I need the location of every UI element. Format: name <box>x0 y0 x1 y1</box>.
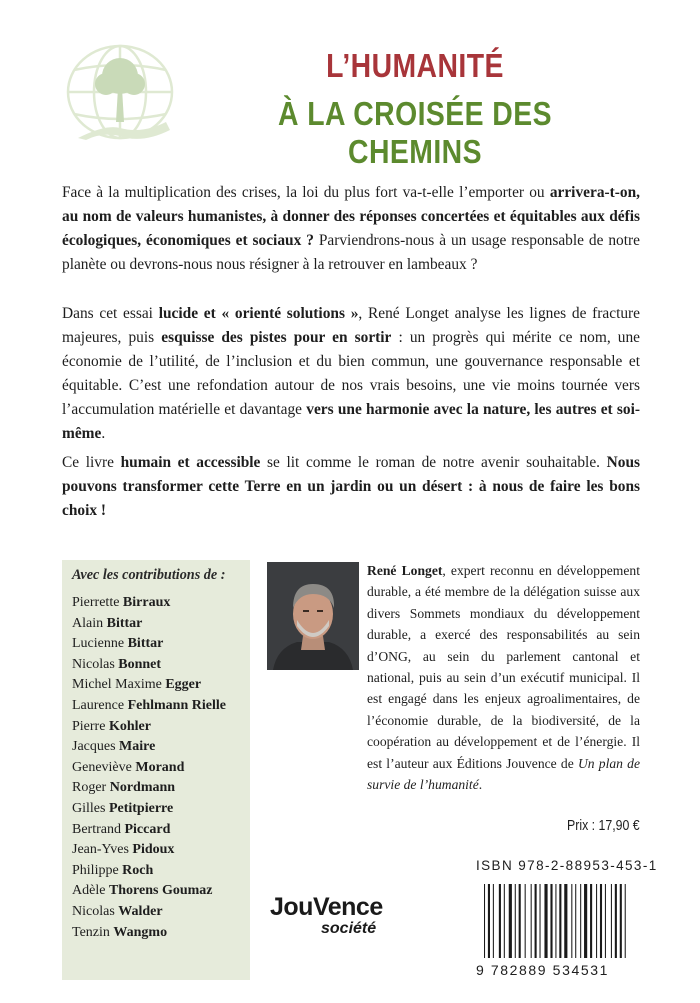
barcode-bar <box>515 884 516 958</box>
barcode-bar <box>535 884 537 958</box>
contributor-last-name: Birraux <box>122 595 171 610</box>
contributor-first-name: Roger <box>72 780 110 796</box>
contributor-first-name: Nicolas <box>72 656 119 672</box>
contributor-first-name: Lucienne <box>72 636 128 652</box>
contributor-item <box>72 799 226 820</box>
contributor-last-name: Roch <box>122 862 154 878</box>
text-run: Face à la multiplication des crises, la loi du plus fort va-t-elle l’emporter ou <box>62 184 550 201</box>
barcode-bars <box>484 884 626 958</box>
text-run: humain et accessible <box>120 454 261 471</box>
barcode-bar <box>615 884 617 958</box>
title-line-2: À LA CROISÉE DES CHEMINS <box>278 95 552 170</box>
text-run: esquisse des pistes pour en sortir <box>161 329 392 346</box>
text-run: arrivera-t-on, au nom de valeurs humanistes, à donner des réponses concertées et équitables aux défis écologiques, économiques et sociaux ? <box>62 184 640 249</box>
contributor-item <box>72 737 226 758</box>
contributor-last-name: Bittar <box>106 615 143 631</box>
barcode-bar <box>600 884 602 958</box>
contributor-item <box>72 778 226 799</box>
contributor-first-name: Tenzin <box>72 924 114 940</box>
contributor-last-name: Walder <box>118 903 163 919</box>
contributor-last-name: Piccard <box>124 821 171 837</box>
contributor-first-name: Pierre <box>72 718 109 734</box>
contributor-first-name: Gilles <box>72 800 109 816</box>
contributor-first-name: Philippe <box>72 862 123 878</box>
barcode-digits: 9 782889 534531 <box>476 962 609 978</box>
bio-run: , expert reconnu en développement durable, a été membre de la délégation suisse aux divers Sommets mondiaux du développement durable, a exercé des responsabilités au sein d’ONG, au sein du parlement cantonal et national, puis au sein d’un exécutif municipal. Il est engagé dans les enjeux agroalimentaires, de l’économie durable, de la biodiversité, de la coopération au développement et de l’énergie. Il est l’auteur aux Éditions Jouvence de <box>367 563 640 771</box>
contributor-last-name: Bonnet <box>118 656 162 672</box>
contributor-last-name: Morand <box>135 759 185 775</box>
barcode <box>474 878 642 978</box>
contributor-item <box>72 593 226 614</box>
author-photo <box>267 562 359 670</box>
contributor-last-name: Bittar <box>127 636 164 652</box>
barcode-bar <box>525 884 526 958</box>
contributor-last-name: Maire <box>119 739 156 755</box>
barcode-bar <box>625 884 626 958</box>
contributor-item <box>72 655 226 676</box>
text-run: . <box>101 425 106 442</box>
barcode-bar <box>493 884 494 958</box>
paragraph-2 <box>62 302 640 446</box>
barcode-bar <box>488 884 490 958</box>
contributors-box <box>62 560 250 980</box>
contributor-item <box>72 902 226 923</box>
text-run: Dans cet essai <box>62 305 159 322</box>
contributors-heading: Avec les contributions de : <box>72 567 226 583</box>
paragraph-3 <box>62 451 640 523</box>
contributors-list <box>72 593 226 943</box>
contributor-item <box>72 861 226 882</box>
bio-run: Un plan de survie de l’humanité <box>367 755 640 793</box>
barcode-bar <box>605 884 606 958</box>
contributor-last-name: Petitpierre <box>108 800 174 816</box>
contributor-last-name: Kohler <box>108 718 151 734</box>
contributor-first-name: Michel Maxime <box>72 677 166 693</box>
barcode-bar <box>564 884 567 958</box>
barcode-bar <box>519 884 521 958</box>
barcode-bar <box>509 884 512 958</box>
barcode-bar <box>571 884 572 958</box>
bio-run: René Longet <box>367 563 443 578</box>
contributor-first-name: Nicolas <box>72 903 119 919</box>
text-run: , René Longet analyse les lignes de fracture majeures, puis <box>62 305 640 346</box>
contributor-item <box>72 923 226 944</box>
contributor-last-name: Fehlmann Rielle <box>127 697 226 713</box>
contributor-first-name: Bertrand <box>72 821 125 837</box>
barcode-bar <box>504 884 505 958</box>
contributor-first-name: Pierrette <box>72 595 123 610</box>
contributor-last-name: Pidoux <box>132 842 175 858</box>
bio-run: . <box>478 777 483 793</box>
contributor-item <box>72 696 226 717</box>
text-run: vers une harmonie avec la nature, les autres et soi-même <box>62 401 640 442</box>
contributor-first-name: Laurence <box>72 697 128 713</box>
barcode-bar <box>499 884 501 958</box>
contributor-item <box>72 675 226 696</box>
barcode-bar <box>620 884 622 958</box>
barcode-bar <box>484 884 485 958</box>
barcode-bar <box>555 884 556 958</box>
contributor-item <box>72 614 226 635</box>
text-run: : un progrès qui mérite ce nom, une économie de l’utilité, de l’inclusion et du bien commun, une gouvernance responsable et équitable. C’est une refondation autour de nos vrais besoins, une vie moins tournée vers l’accumulation matérielle et davantage <box>62 329 641 418</box>
isbn-label: ISBN 978-2-88953-453-1 <box>476 858 658 873</box>
price-label: Prix : 17,90 € <box>567 818 640 834</box>
text-run: se lit comme le roman de notre avenir souhaitable. <box>260 454 607 471</box>
contributor-first-name: Jacques <box>72 739 120 755</box>
contributor-first-name: Jean-Yves <box>72 842 133 858</box>
contributor-item <box>72 881 226 902</box>
barcode-bar <box>544 884 547 958</box>
contributor-item <box>72 840 226 861</box>
contributor-first-name: Alain <box>72 615 107 631</box>
barcode-bar <box>580 884 581 958</box>
contributor-last-name: Wangmo <box>113 924 168 940</box>
globe-tree-logo-icon <box>58 40 188 140</box>
barcode-bar <box>575 884 576 958</box>
contributor-item <box>72 634 226 655</box>
text-run: Ce livre <box>62 454 121 471</box>
contributor-item <box>72 758 226 779</box>
barcode-bar <box>559 884 561 958</box>
publisher-name: JouVence <box>270 893 383 921</box>
contributor-last-name: Thorens Goumaz <box>108 883 213 899</box>
contributor-last-name: Egger <box>165 677 202 693</box>
text-run: Parviendrons-nous à un usage responsable de notre planète ou devrons-nous nous résigner à la retrouver en lambeaux ? <box>62 232 640 273</box>
barcode-bar <box>596 884 597 958</box>
contributor-first-name: Adèle <box>72 883 109 899</box>
barcode-bar <box>540 884 541 958</box>
publisher-subtitle: société <box>321 920 377 937</box>
barcode-bar <box>590 884 592 958</box>
barcode-bar <box>531 884 532 958</box>
publisher-logo <box>270 893 405 947</box>
barcode-bar <box>611 884 612 958</box>
text-run: Nous pouvons transformer cette Terre en un jardin ou un désert : à nous de faire les bons choix ! <box>62 454 641 519</box>
contributor-item <box>72 820 226 841</box>
contributor-item <box>72 717 226 738</box>
barcode-bar <box>550 884 552 958</box>
contributor-first-name: Geneviève <box>72 759 136 775</box>
text-run: lucide et « orienté solutions » <box>158 305 359 322</box>
barcode-bar <box>584 884 587 958</box>
paragraph-1 <box>62 181 640 277</box>
title-line-1: L’HUMANITÉ <box>326 47 504 84</box>
contributor-last-name: Nordmann <box>109 780 176 796</box>
author-bio <box>367 560 640 795</box>
